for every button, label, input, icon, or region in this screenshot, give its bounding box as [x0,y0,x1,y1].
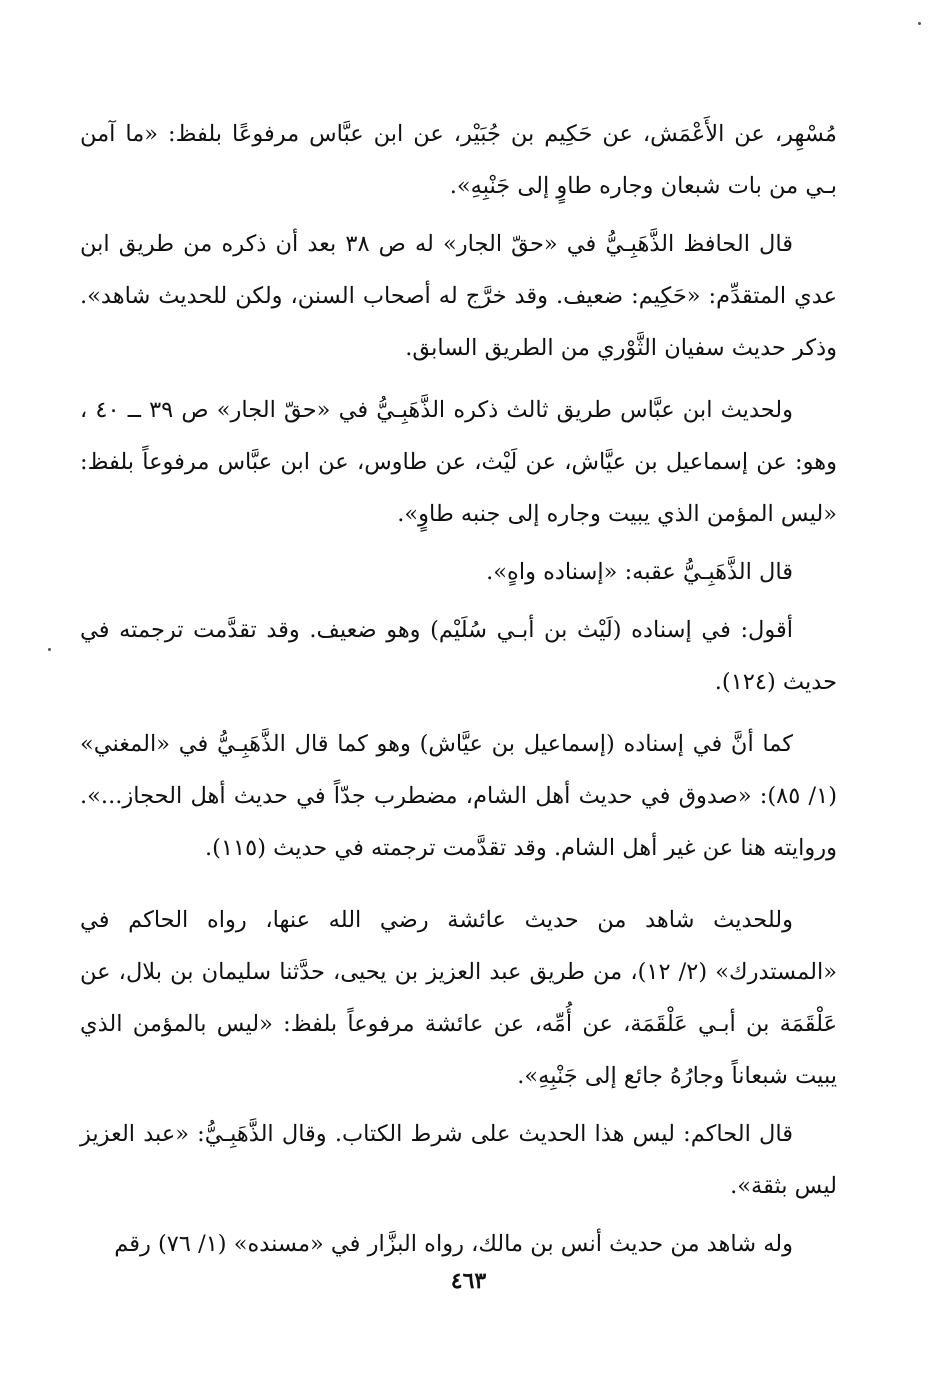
paragraph-aqul: أقول: في إسناده (لَيْث بن أبـي سُلَيْم) وهو ضعيف. وقد تقدَّمت ترجمته في حديث (١٢٤). [80,617,837,695]
paragraph-dhahabi-haqq-al-jar: قال الحافظ الذَّهَبِـيُّ في «حقّ الجار» له ص ٣٨ بعد أن ذكره من طريق ابن عدي المتقدِّم: «حَكِيم: ضعيف. وقد خرَّج له أصحاب السنن، ولكن للحديث شاهد». وذكر حديث سفيان الثَّوْري من الطريق السابق. [80,231,837,361]
paragraph-hakim-comment: قال الحاكم: ليس هذا الحديث على شرط الكتاب. وقال الذَّهَبِـيُّ: «عبد العزيز ليس بثقة». [80,1121,837,1199]
paragraph-ismail-ibn-ayyash: كما أنَّ في إسناده (إسماعيل بن عيَّاش) وهو كما قال الذَّهَبِـيُّ في «المغني» (١/ ٨٥): «صدوق في حديث أهل الشام، مضطرب جدّاً في حديث أهل الحجاز...». وروايته هنا عن غير أهل الشام. وقد تقدَّمت ترجمته في حديث (١١٥). [80,731,837,861]
page-number: ٤٦٣ [450,1268,487,1294]
body-text [80,108,837,1270]
paragraph-dhahabi-comment: قال الذَّهَبِـيُّ عقبه: «إسناده واهٍ». [486,559,793,585]
paragraph-anas-witness: وله شاهد من حديث أنس بن مالك، رواه البزَّار في «مسنده» (١/ ٧٦) رقم [114,1231,793,1257]
scan-speck [48,648,51,651]
paragraph-continuation: مُسْهِر، عن الأَعْمَش، عن حَكِيم بن جُبَيْر، عن ابن عبَّاس مرفوعًا بلفظ: «ما آمن بـي من بات شبعان وجاره طاوٍ إلى جَنْبِهِ». [80,121,837,199]
paragraph-aisha-witness: وللحديث شاهد من حديث عائشة رضي الله عنها، رواه الحاكم في «المستدرك» (٢/ ١٢)، من طريق عبد العزيز بن يحيى، حدَّثنا سليمان بن بلال، عن عَلْقَمَة بن أبـي عَلْقَمَة، عن أُمِّه، عن عائشة مرفوعاً بلفظ: «ليس بالمؤمن الذي يبيت شبعاناً وجارُهُ جائع إلى جَنْبِهِ». [80,907,837,1089]
scan-speck [918,22,921,25]
paragraph-third-route: ولحديث ابن عبَّاس طريق ثالث ذكره الذَّهَبِـيُّ في «حقّ الجار» ص ٣٩ ــ ٤٠ ، وهو: عن إسماعيل بن عيَّاش، عن لَيْث، عن طاوس، عن ابن عبَّاس مرفوعاً بلفظ: «ليس المؤمن الذي يبيت وجاره إلى جنبه طاوٍ». [80,397,837,527]
